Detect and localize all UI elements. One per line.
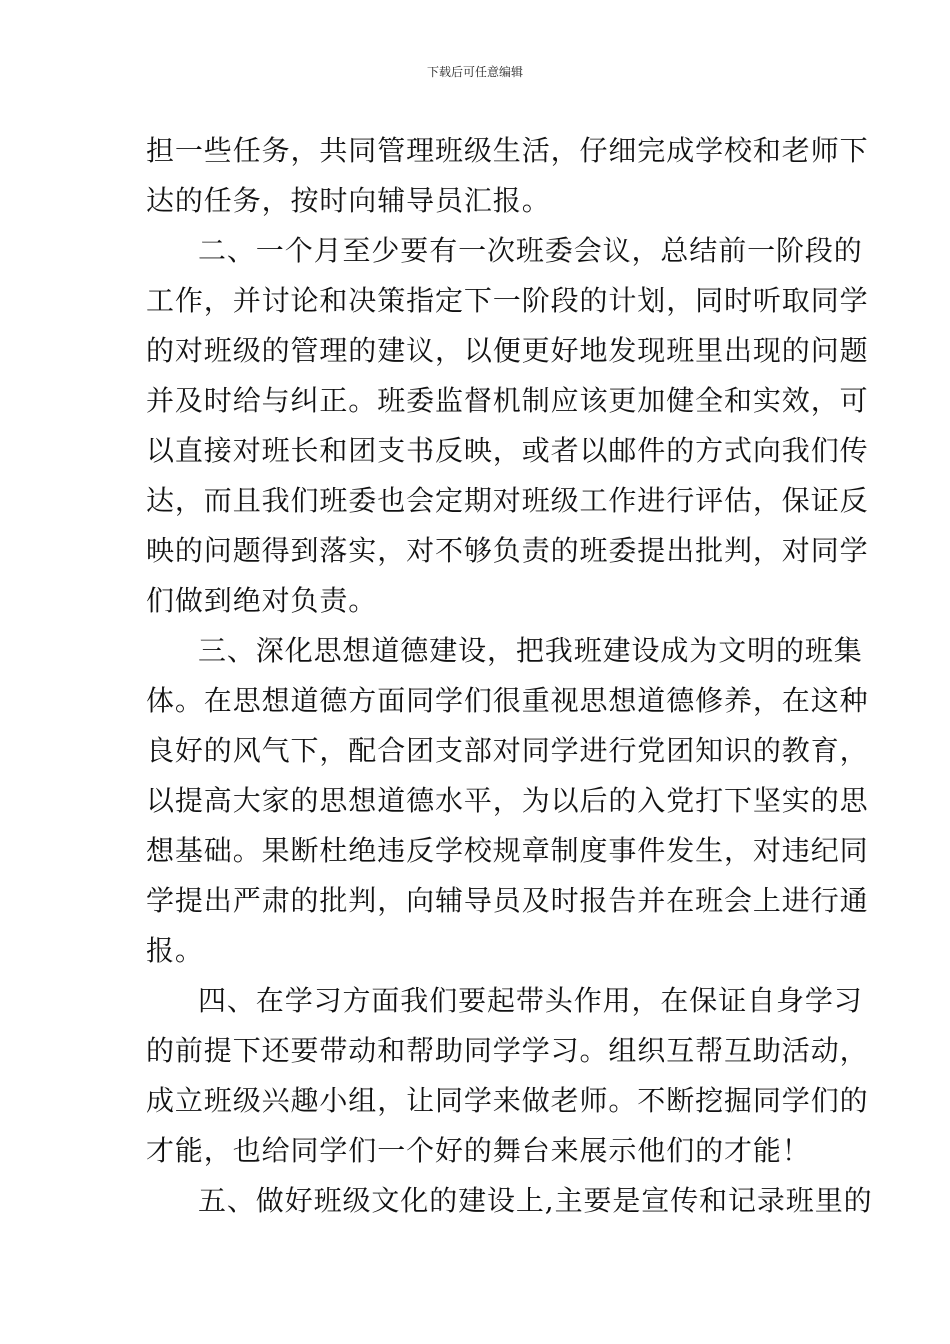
- text-line: 担一些任务，共同管理班级生活，仔细完成学校和老师下: [146, 134, 869, 167]
- text-line: 的前提下还要带动和帮助同学学习。组织互帮互助活动，: [146, 1034, 869, 1067]
- text-line: 的对班级的管理的建议，以便更好地发现班里出现的问题: [146, 334, 869, 367]
- text-line: 学提出严肃的批判，向辅导员及时报告并在班会上进行通: [146, 884, 869, 917]
- text-line: 并及时给与纠正。班委监督机制应该更加健全和实效，可: [146, 384, 869, 417]
- document-body: [146, 128, 873, 1228]
- text-line: 报。: [146, 934, 204, 967]
- paragraph: [146, 228, 869, 628]
- paragraph: [146, 628, 869, 978]
- text-line: 五、做好班级文化的建设上,主要是宣传和记录班里的: [198, 1184, 873, 1217]
- text-line: 映的问题得到落实，对不够负责的班委提出批判，对同学: [146, 534, 869, 567]
- paragraph: [146, 1178, 873, 1228]
- text-line: 良好的风气下，配合团支部对同学进行党团知识的教育，: [146, 734, 869, 767]
- text-line: 以直接对班长和团支书反映，或者以邮件的方式向我们传: [146, 434, 869, 467]
- paragraph: [146, 128, 869, 228]
- text-line: 达，而且我们班委也会定期对班级工作进行评估，保证反: [146, 484, 869, 517]
- text-line: 们做到绝对负责。: [146, 584, 378, 617]
- text-line: 成立班级兴趣小组，让同学来做老师。不断挖掘同学们的: [146, 1084, 869, 1117]
- text-line: 二、一个月至少要有一次班委会议，总结前一阶段的: [198, 234, 863, 267]
- text-line: 才能，也给同学们一个好的舞台来展示他们的才能！: [146, 1134, 811, 1167]
- text-line: 体。在思想道德方面同学们很重视思想道德修养，在这种: [146, 684, 869, 717]
- text-line: 工作，并讨论和决策指定下一阶段的计划，同时听取同学: [146, 284, 869, 317]
- text-line: 以提高大家的思想道德水平，为以后的入党打下坚实的思: [146, 784, 869, 817]
- text-line: 想基础。果断杜绝违反学校规章制度事件发生，对违纪同: [146, 834, 869, 867]
- text-line: 三、深化思想道德建设，把我班建设成为文明的班集: [198, 634, 863, 667]
- text-line: 四、在学习方面我们要起带头作用，在保证自身学习: [198, 984, 863, 1017]
- paragraph: [146, 978, 869, 1178]
- text-line: 达的任务，按时向辅导员汇报。: [146, 184, 551, 217]
- page-header: 下载后可任意编辑: [426, 65, 523, 79]
